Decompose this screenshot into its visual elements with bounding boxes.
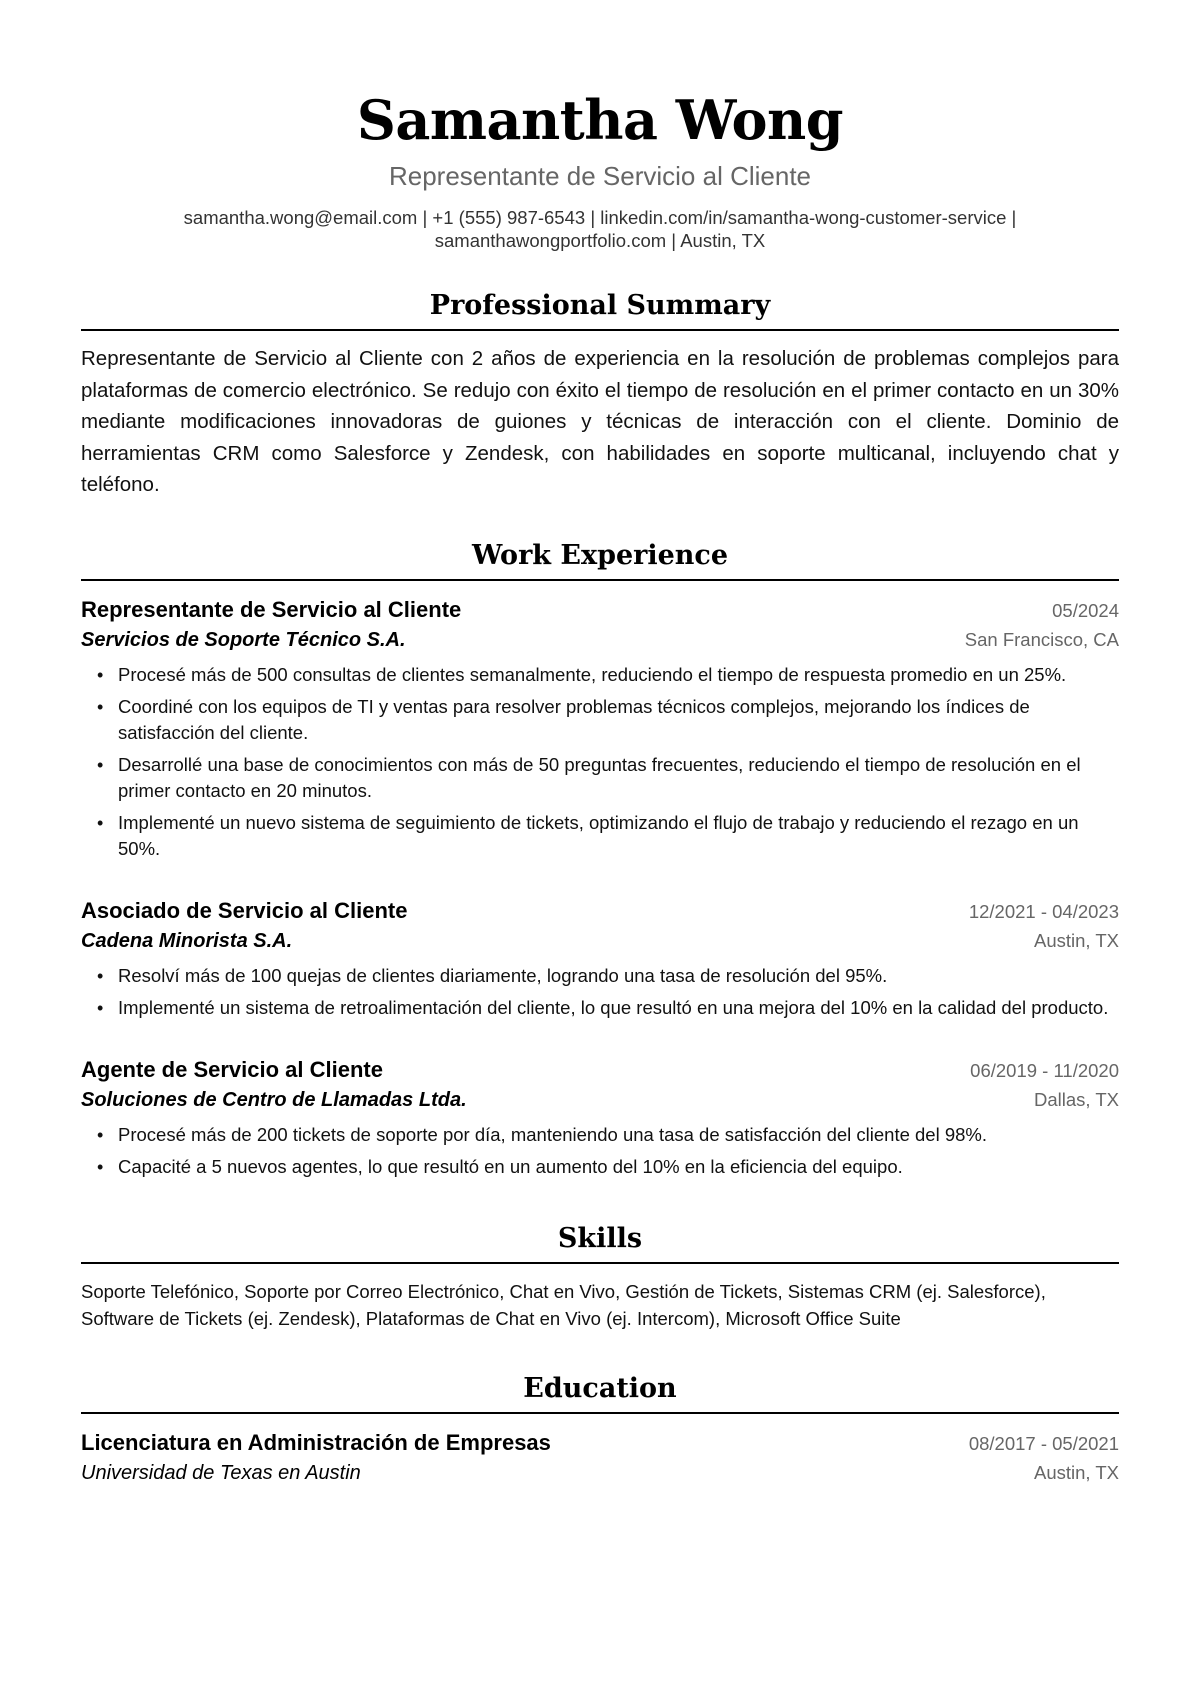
education-heading: Education — [81, 1372, 1119, 1414]
summary-text: Representante de Servicio al Cliente con 2 años de experiencia en la resolución de problemas complejos para plataformas de comercio electrónico. Se redujo con éxito el tiempo de resolución en el primer contacto en un 30% mediante modificaciones innovadoras de guiones y técnicas de interacción con el cliente. Dominio de herramientas CRM como Salesforce y Zendesk, con habilidades en soporte multicanal, incluyendo chat y teléfono. — [81, 347, 1119, 496]
job-bullets — [81, 963, 1119, 1021]
job-location: San Francisco, CA — [964, 628, 1119, 650]
skills-section — [81, 1222, 1119, 1332]
education-section — [81, 1372, 1119, 1487]
job-company: Soluciones de Centro de Llamadas Ltda. — [81, 1088, 467, 1111]
education-entry — [81, 1428, 1119, 1487]
summary-section — [81, 289, 1119, 501]
contact-line-2: samanthawongportfolio.com | Austin, TX — [434, 230, 766, 251]
job-bullet: • Implementé un nuevo sistema de seguimiento de tickets, optimizando el flujo de trabajo y reduciendo el rezago en un 50%. — [118, 810, 1119, 862]
job-bullet: • Implementé un sistema de retroalimentación del cliente, lo que resultó en una mejora del 10% en la calidad del producto. — [118, 995, 1119, 1021]
school-name: Universidad de Texas en Austin — [81, 1461, 361, 1484]
contact-info — [81, 206, 1119, 252]
job-entry — [81, 896, 1119, 1021]
candidate-name: Samantha Wong — [356, 88, 844, 152]
job-date: 12/2021 - 04/2023 — [968, 900, 1119, 922]
job-entry — [81, 1055, 1119, 1180]
job-location: Dallas, TX — [1034, 1088, 1119, 1110]
job-bullet: • Resolví más de 100 quejas de clientes diariamente, logrando una tasa de resolución del 95%. — [118, 963, 1119, 989]
job-entry — [81, 595, 1119, 862]
job-date: 05/2024 — [1052, 599, 1119, 621]
skills-heading: Skills — [81, 1222, 1119, 1264]
job-bullet: • Desarrollé una base de conocimientos con más de 50 preguntas frecuentes, reduciendo el tiempo de resolución en el primer contacto en 20 minutos. — [118, 752, 1119, 804]
job-date: 06/2019 - 11/2020 — [970, 1059, 1119, 1081]
education-date: 08/2017 - 05/2021 — [968, 1432, 1119, 1454]
job-bullet: • Coordiné con los equipos de TI y ventas para resolver problemas técnicos complejos, mejorando los índices de satisfacción del cliente. — [118, 694, 1119, 746]
summary-heading: Professional Summary — [81, 289, 1119, 331]
job-title: Representante de Servicio al Cliente — [81, 596, 462, 622]
job-bullets — [81, 1122, 1119, 1180]
experience-section — [81, 539, 1119, 1180]
education-location: Austin, TX — [1033, 1461, 1119, 1483]
skills-text: Soporte Telefónico, Soporte por Correo Electrónico, Chat en Vivo, Gestión de Tickets, Sistemas CRM (ej. Salesforce), Software de Tickets (ej. Zendesk), Plataformas de Chat en Vivo (ej. Intercom), Microsoft Office Suite — [81, 1280, 1046, 1329]
job-bullets — [81, 662, 1119, 862]
job-title: Agente de Servicio al Cliente — [81, 1056, 383, 1082]
degree-title: Licenciatura en Administración de Empresas — [81, 1429, 551, 1455]
job-company: Cadena Minorista S.A. — [81, 929, 293, 952]
job-bullet: • Capacité a 5 nuevos agentes, lo que resultó en un aumento del 10% en la eficiencia del equipo. — [118, 1154, 1119, 1180]
job-title: Asociado de Servicio al Cliente — [81, 897, 408, 923]
experience-heading: Work Experience — [81, 539, 1119, 581]
job-bullet: • Procesé más de 500 consultas de clientes semanalmente, reduciendo el tiempo de respuesta promedio en un 25%. — [118, 662, 1119, 688]
contact-line-1: samantha.wong@email.com | +1 (555) 987-6543 | linkedin.com/in/samantha-wong-customer-service | — [183, 207, 1017, 228]
job-bullet: • Procesé más de 200 tickets de soporte por día, manteniendo una tasa de satisfacción del cliente del 98%. — [118, 1122, 1119, 1148]
candidate-title: Representante de Servicio al Cliente — [388, 161, 812, 191]
job-location: Austin, TX — [1033, 929, 1119, 951]
resume-page — [81, 0, 1119, 1487]
job-company: Servicios de Soporte Técnico S.A. — [81, 628, 406, 651]
